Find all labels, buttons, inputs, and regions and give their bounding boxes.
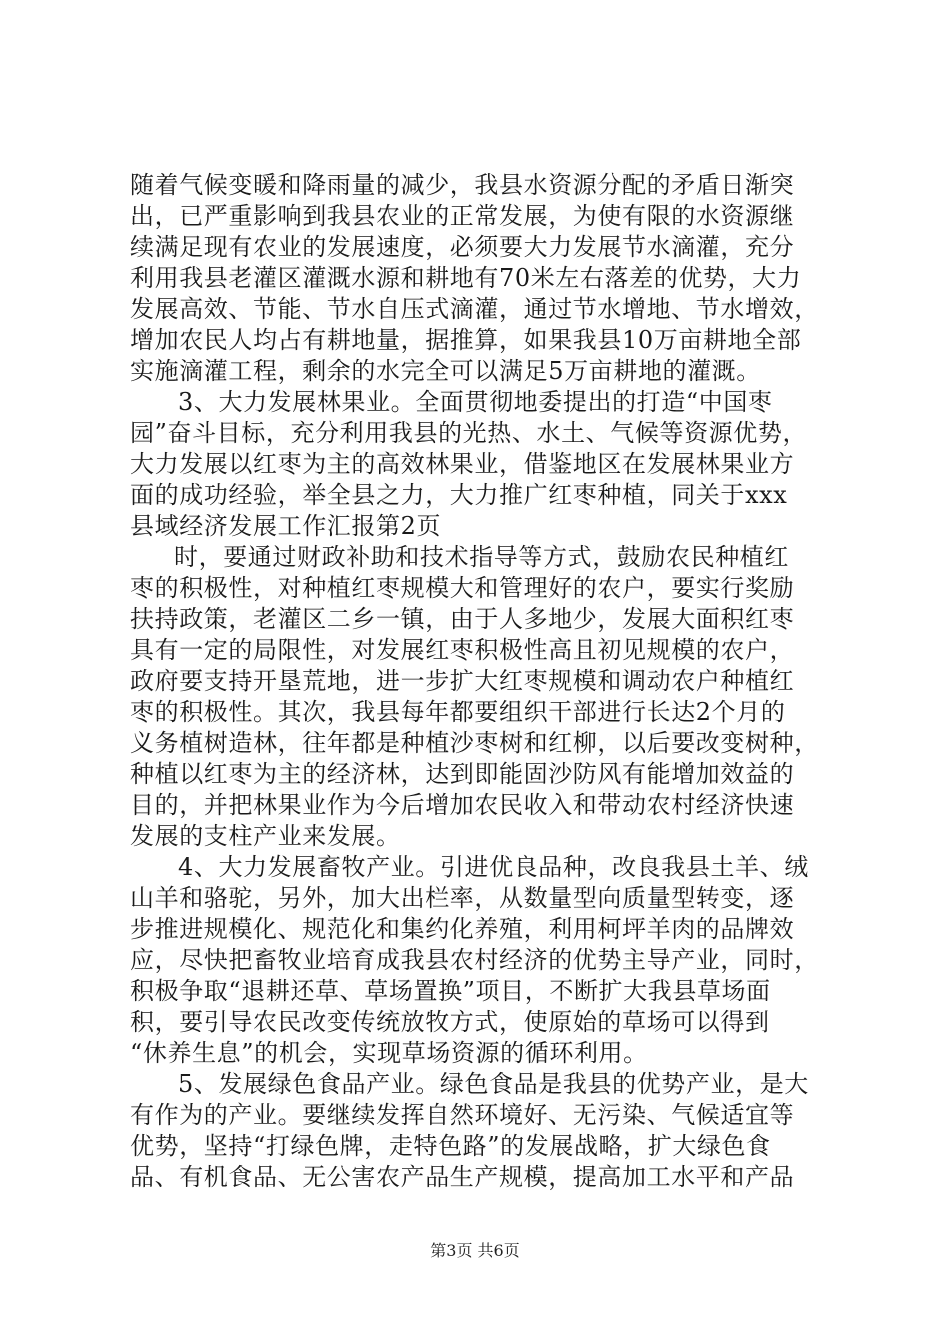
text-line: 步推进规模化、规范化和集约化养殖，利用柯坪羊肉的品牌效 [130, 915, 795, 943]
text-line: 利用我县老灌区灌溉水源和耕地有70米左右落差的优势，大力 [130, 264, 802, 292]
text-line: 目的，并把林果业作为今后增加农民收入和带动农村经济快速 [130, 791, 795, 819]
text-line: 扶持政策，老灌区二乡一镇，由于人多地少，发展大面积红枣 [130, 605, 795, 633]
text-line: 义务植树造林，往年都是种植沙枣树和红柳，以后要改变树种， [130, 729, 819, 757]
text-line: 品、有机食品、无公害农产品生产规模，提高加工水平和产品 [130, 1163, 795, 1191]
text-line: 出，已严重影响到我县农业的正常发展，为使有限的水资源继 [130, 202, 795, 230]
text-line: 具有一定的局限性，对发展红枣积极性高且初见规模的农户， [130, 636, 795, 664]
text-line: 山羊和骆驼，另外，加大出栏率，从数量型向质量型转变，逐 [130, 884, 795, 912]
text-line: 政府要支持开垦荒地，进一步扩大红枣规模和调动农户种植红 [130, 667, 795, 695]
text-line: 增加农民人均占有耕地量，据推算，如果我县10万亩耕地全部 [130, 326, 802, 354]
text-line: 园”奋斗目标，充分利用我县的光热、水土、气候等资源优势， [130, 419, 808, 447]
paragraph-start-line: 5、发展绿色食品产业。绿色食品是我县的优势产业，是大 [178, 1070, 809, 1098]
text-line: 续满足现有农业的发展速度，必须要大力发展节水滴灌，充分 [130, 233, 795, 261]
text-line: 种植以红枣为主的经济林，达到即能固沙防风有能增加效益的 [130, 760, 795, 788]
text-line: 积极争取“退耕还草、草场置换”项目，不断扩大我县草场面 [130, 977, 771, 1005]
text-line: 优势，坚持“打绿色牌，走特色路”的发展战略，扩大绿色食 [130, 1132, 771, 1160]
text-line: 有作为的产业。要继续发挥自然环境好、无污染、气候适宜等 [130, 1101, 795, 1129]
text-line: 枣的积极性。其次，我县每年都要组织干部进行长达2个月的 [130, 698, 786, 726]
text-line: 发展的支柱产业来发展。 [130, 822, 401, 850]
text-line: 枣的积极性，对种植红枣规模大和管理好的农户，要实行奖励 [130, 574, 795, 602]
paragraph-start-line: 3、大力发展林果业。全面贯彻地委提出的打造“中国枣 [178, 388, 773, 416]
paragraph-start-line: 时，要通过财政补助和技术指导等方式，鼓励农民种植红 [174, 543, 789, 571]
paragraph-start-line: 4、大力发展畜牧产业。引进优良品种，改良我县土羊、绒 [178, 853, 809, 881]
text-line: 应，尽快把畜牧业培育成我县农村经济的优势主导产业，同时， [130, 946, 819, 974]
page-number-label: 第3页 共6页 [430, 1241, 520, 1260]
text-line: 县域经济发展工作汇报第2页 [130, 512, 442, 540]
text-line: “休养生息”的机会，实现草场资源的循环利用。 [130, 1039, 648, 1067]
text-line: 发展高效、节能、节水自压式滴灌，通过节水增地、节水增效， [130, 295, 819, 323]
text-line: 随着气候变暖和降雨量的减少，我县水资源分配的矛盾日渐突 [130, 171, 795, 199]
text-line: 面的成功经验，举全县之力，大力推广红枣种植，同关于xxx [130, 481, 788, 509]
text-line: 大力发展以红枣为主的高效林果业，借鉴地区在发展林果业方 [130, 450, 795, 478]
text-line: 积，要引导农民改变传统放牧方式，使原始的草场可以得到 [130, 1008, 770, 1036]
text-line: 实施滴灌工程，剩余的水完全可以满足5万亩耕地的灌溉。 [130, 357, 761, 385]
page-footer [0, 1241, 950, 1261]
body-text [130, 170, 830, 1193]
